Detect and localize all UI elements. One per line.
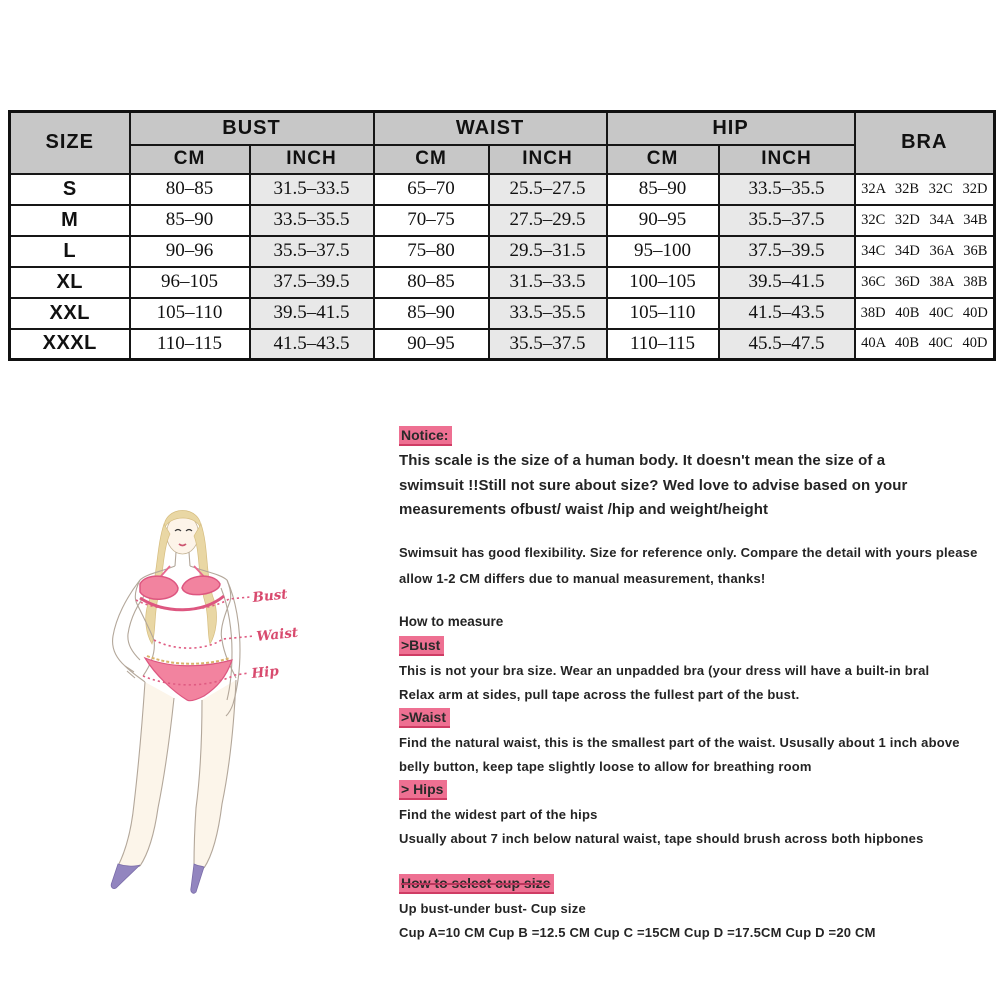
table-row-s <box>10 174 995 205</box>
bust-cm-cell: 105–110 <box>130 298 250 329</box>
bra-cell: 32C 32D 34A 34B <box>855 205 995 236</box>
notice-line: This scale is the size of a human body. It doesn't mean the size of a <box>399 452 886 469</box>
hip-cm-cell: 110–115 <box>607 329 719 360</box>
size-cell: L <box>10 236 130 267</box>
bust-figure-label: Bust <box>251 586 289 606</box>
bust-inch-cell: 41.5–43.5 <box>250 329 374 360</box>
bust-section-label: >Bust <box>399 636 444 656</box>
header-hip-cm: CM <box>607 145 719 174</box>
hip-inch-cell: 35.5–37.5 <box>719 205 855 236</box>
table-header-row-groups <box>10 112 995 145</box>
hip-cm-cell: 90–95 <box>607 205 719 236</box>
header-bust-inch: INCH <box>250 145 374 174</box>
hip-cm-cell: 105–110 <box>607 298 719 329</box>
measurement-figure-illustration <box>90 486 360 901</box>
waist-inch-cell: 27.5–29.5 <box>489 205 607 236</box>
header-waist-inch: INCH <box>489 145 607 174</box>
table-row-xl <box>10 267 995 298</box>
header-hip-inch: INCH <box>719 145 855 174</box>
header-bust-cm: CM <box>130 145 250 174</box>
bust-cm-cell: 85–90 <box>130 205 250 236</box>
waist-instruction-line: belly button, keep tape slightly loose to allow for breathing room <box>399 758 812 774</box>
waist-cm-cell: 85–90 <box>374 298 489 329</box>
table-row-xxxl <box>10 329 995 360</box>
waist-inch-cell: 29.5–31.5 <box>489 236 607 267</box>
right-shoe <box>191 864 204 893</box>
bust-inch-cell: 31.5–33.5 <box>250 174 374 205</box>
table-header-row-units <box>10 145 995 174</box>
waist-inch-cell: 35.5–37.5 <box>489 329 607 360</box>
hip-figure-label: Hip <box>250 663 280 682</box>
bust-instruction-line: Relax arm at sides, pull tape across the fullest part of the bust. <box>399 686 800 702</box>
waist-cm-cell: 75–80 <box>374 236 489 267</box>
notice-title: Notice: <box>399 426 452 446</box>
notes-column <box>399 426 987 946</box>
table-row-l <box>10 236 995 267</box>
cup-size-line: Cup A=10 CM Cup B =12.5 CM Cup C =15CM Cup D =17.5CM Cup D =20 CM <box>399 924 876 940</box>
bra-left-cup <box>140 576 178 599</box>
left-leg-shade <box>118 682 174 866</box>
bust-inch-cell: 33.5–35.5 <box>250 205 374 236</box>
notice-line: measurements ofbust/ waist /hip and weight/height <box>399 501 769 518</box>
bra-cell: 40A 40B 40C 40D <box>855 329 995 360</box>
hip-cm-cell: 100–105 <box>607 267 719 298</box>
size-cell: XXXL <box>10 329 130 360</box>
table-row-xxl <box>10 298 995 329</box>
waist-inch-cell: 31.5–33.5 <box>489 267 607 298</box>
bust-cm-cell: 96–105 <box>130 267 250 298</box>
bra-cell: 32A 32B 32C 32D <box>855 174 995 205</box>
header-bra: BRA <box>855 112 995 174</box>
flexibility-line: allow 1-2 CM differs due to manual measurement, thanks! <box>399 570 766 586</box>
hip-inch-cell: 41.5–43.5 <box>719 298 855 329</box>
size-chart-table <box>8 110 996 361</box>
header-waist: WAIST <box>374 112 607 145</box>
bra-cell: 38D 40B 40C 40D <box>855 298 995 329</box>
hip-cm-cell: 95–100 <box>607 236 719 267</box>
table-row-m <box>10 205 995 236</box>
bust-inch-cell: 39.5–41.5 <box>250 298 374 329</box>
waist-cm-cell: 65–70 <box>374 174 489 205</box>
bra-cell: 34C 34D 36A 36B <box>855 236 995 267</box>
bra-cell: 36C 36D 38A 38B <box>855 267 995 298</box>
header-bust: BUST <box>130 112 374 145</box>
bust-instruction-line: This is not your bra size. Wear an unpadded bra (your dress will have a built-in bral <box>399 662 930 678</box>
hip-cm-cell: 85–90 <box>607 174 719 205</box>
bust-cm-cell: 90–96 <box>130 236 250 267</box>
waist-inch-cell: 33.5–35.5 <box>489 298 607 329</box>
size-cell: XXL <box>10 298 130 329</box>
bust-inch-cell: 37.5–39.5 <box>250 267 374 298</box>
notice-line: swimsuit !!Still not sure about size? Wed love to advise based on your <box>399 476 908 494</box>
how-to-measure-title: How to measure <box>399 613 504 629</box>
waist-cm-cell: 90–95 <box>374 329 489 360</box>
header-size: SIZE <box>10 112 130 174</box>
size-cell: S <box>10 174 130 205</box>
waist-inch-cell: 25.5–27.5 <box>489 174 607 205</box>
waist-cm-cell: 70–75 <box>374 205 489 236</box>
hip-inch-cell: 39.5–41.5 <box>719 267 855 298</box>
left-shoe <box>111 864 140 889</box>
cup-size-line: Up bust-under bust- Cup size <box>399 900 586 916</box>
hips-section-label: > Hips <box>399 780 447 800</box>
hips-instruction-line: Find the widest part of the hips <box>399 806 598 822</box>
size-cell: M <box>10 205 130 236</box>
waist-dotted-line <box>154 636 254 648</box>
figure-sketch-svg <box>90 486 360 901</box>
header-waist-cm: CM <box>374 145 489 174</box>
flexibility-line: Swimsuit has good flexibility. Size for reference only. Compare the detail with yours please <box>399 544 978 560</box>
waist-section-label: >Waist <box>399 708 450 728</box>
hip-inch-cell: 33.5–35.5 <box>719 174 855 205</box>
bust-cm-cell: 110–115 <box>130 329 250 360</box>
bra-right-cup <box>182 576 220 595</box>
waist-figure-label: Waist <box>255 624 299 645</box>
hip-inch-cell: 37.5–39.5 <box>719 236 855 267</box>
hip-inch-cell: 45.5–47.5 <box>719 329 855 360</box>
waist-instruction-line: Find the natural waist, this is the smallest part of the waist. Ususally about 1 inch above <box>399 734 960 750</box>
header-hip: HIP <box>607 112 855 145</box>
bust-cm-cell: 80–85 <box>130 174 250 205</box>
hips-instruction-line: Usually about 7 inch below natural waist, tape should brush across both hipbones <box>399 830 924 846</box>
cup-size-title: How to select cup size <box>399 874 554 894</box>
bust-inch-cell: 35.5–37.5 <box>250 236 374 267</box>
size-cell: XL <box>10 267 130 298</box>
waist-cm-cell: 80–85 <box>374 267 489 298</box>
